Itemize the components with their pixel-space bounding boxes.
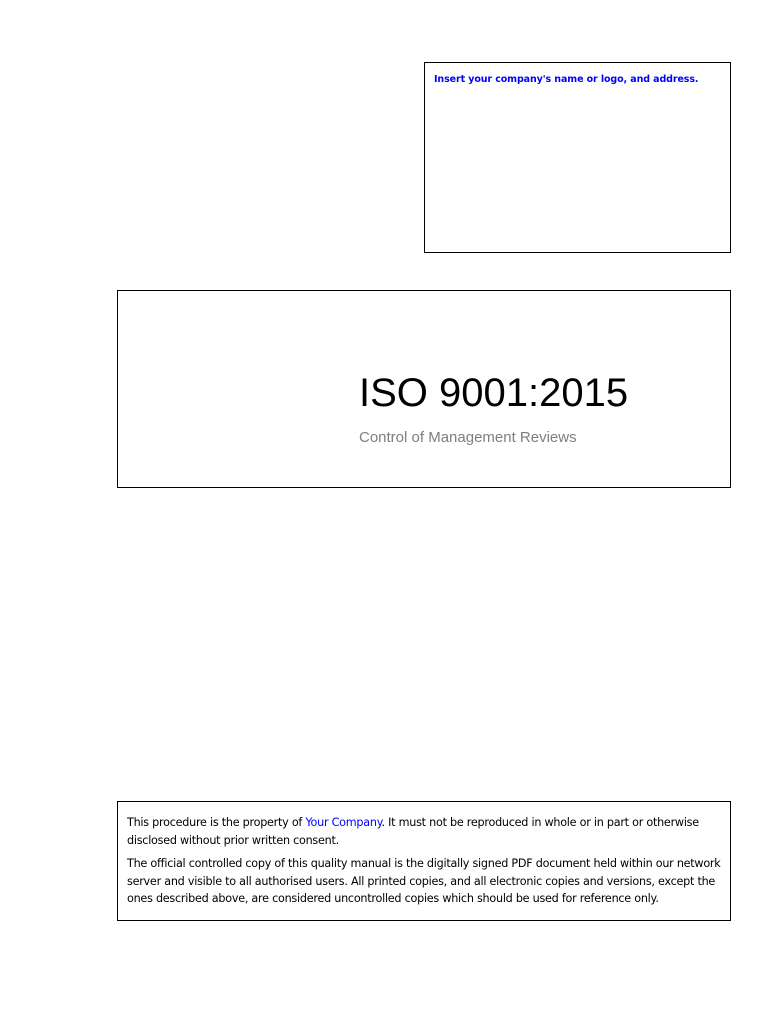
- controlled-copy-paragraph: The official controlled copy of this quality manual is the digitally signed PDF document held within our network server and visible to all authorised users. All printed copies, and all electronic copies and versions, except the ones described above, are considered uncontrolled copies which should be used for reference only.: [127, 857, 721, 905]
- document-title: ISO 9001:2015: [359, 371, 629, 415]
- title-box: [117, 290, 731, 488]
- document-subtitle: Control of Management Reviews: [359, 429, 577, 446]
- ownership-suffix: . It must not be reproduced in whole or in part or otherwise disclosed without prior written consent.: [127, 816, 699, 847]
- ownership-prefix: This procedure is the property of: [127, 816, 306, 829]
- company-logo-box: [424, 62, 731, 253]
- company-name-link[interactable]: Your Company: [305, 816, 382, 829]
- ownership-notice-box: [117, 801, 731, 921]
- company-logo-placeholder: Insert your company's name or logo, and address.: [434, 74, 699, 85]
- ownership-paragraph: [127, 814, 721, 849]
